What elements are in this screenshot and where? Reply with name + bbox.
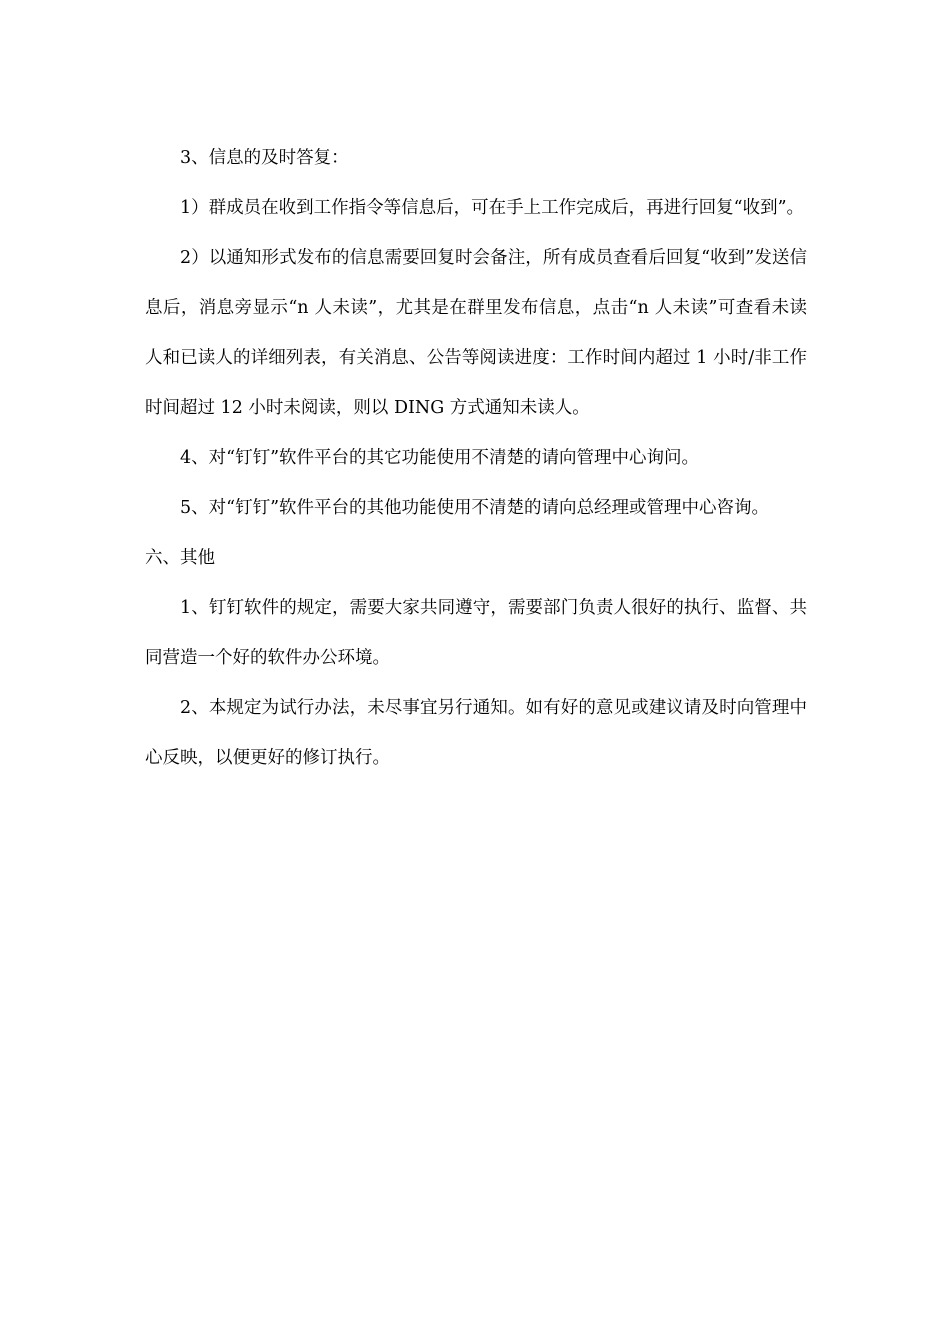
- paragraph-5: 5、对“钉钉”软件平台的其他功能使用不清楚的请向总经理或管理中心咨询。: [180, 498, 770, 518]
- document-body: [145, 133, 807, 783]
- paragraph-4: 4、对“钉钉”软件平台的其它功能使用不清楚的请向管理中心询问。: [180, 448, 700, 468]
- paragraph-3-heading: 3、信息的及时答复：: [180, 148, 349, 168]
- section-heading-6: 六、其他: [145, 548, 215, 568]
- paragraph-6-2: 2、本规定为试行办法，未尽事宜另行通知。如有好的意见或建议请及时向管理中心反映，以便更好的修订执行。: [145, 698, 807, 768]
- paragraph-3-1: 1）群成员在收到工作指令等信息后，可在手上工作完成后，再进行回复“收到”。: [180, 198, 805, 218]
- paragraph-6-1: 1、钉钉软件的规定，需要大家共同遵守，需要部门负责人很好的执行、监督、共同营造一个好的软件办公环境。: [145, 598, 807, 668]
- paragraph-3-2: 2）以通知形式发布的信息需要回复时会备注，所有成员查看后回复“收到”发送信息后，消息旁显示“n 人未读”，尤其是在群里发布信息，点击“n 人未读”可查看未读人和已读人的详细列表，有关消息、公告等阅读进度：工作时间内超过 1 小时/非工作时间超过 12 小时未阅读，则以 DING 方式通知未读人。: [145, 248, 807, 418]
